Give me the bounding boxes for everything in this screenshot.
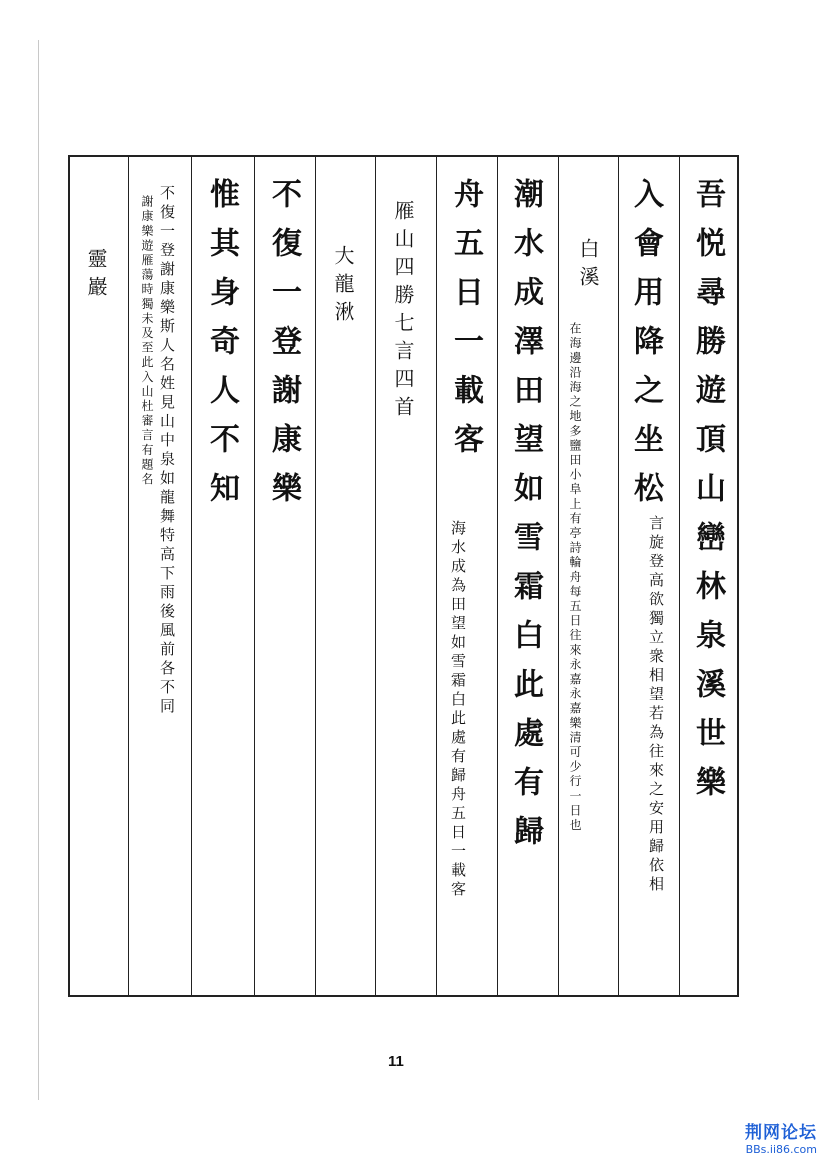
- column-rule: [315, 157, 316, 995]
- seal-script-line: 惟其身奇人不知: [204, 178, 239, 521]
- poem-title: 白溪: [576, 238, 600, 294]
- seal-script-line: 不復一登謝康樂: [266, 178, 301, 521]
- seal-script-line: 吾悦尋勝遊頂山巒林泉溪世樂: [690, 178, 725, 815]
- column-rule: [375, 157, 376, 995]
- column-rule: [191, 157, 192, 995]
- annotation: 不復一登謝康樂斯人名姓見山中泉如龍舞特高下雨後風前各不同: [158, 185, 176, 717]
- column-rule: [128, 157, 129, 995]
- binding-line: [38, 40, 39, 1100]
- site-watermark[interactable]: [745, 1118, 817, 1156]
- column-rule: [558, 157, 559, 995]
- poem-series-title: 雁山四勝七言四首: [391, 200, 415, 424]
- poem-title: 大龍湫: [331, 245, 355, 329]
- annotation: 海水成為田望如雪霜白此處有歸舟五日一載客: [449, 520, 467, 900]
- column-rule: [436, 157, 437, 995]
- column-rule: [679, 157, 680, 995]
- page-number: 11: [388, 1053, 404, 1070]
- column-rule: [254, 157, 255, 995]
- poem-title: 靈巖: [84, 248, 108, 304]
- annotation-sub: 謝康樂遊雁蕩時獨未及至此入山杜審言有題名: [140, 195, 154, 487]
- annotation: 在海邊沿海之地多鹽田小阜上有亭詩輪舟每五日往來永嘉永嘉樂清可少行一日也: [568, 322, 582, 833]
- seal-script-line: 潮水成澤田望如雪霜白此處有歸: [508, 178, 543, 864]
- column-rule: [497, 157, 498, 995]
- seal-script-line: 舟五日一載客: [448, 178, 483, 472]
- watermark-name: 荆网论坛: [745, 1123, 817, 1143]
- watermark-url: BBs.ii86.com: [745, 1143, 817, 1156]
- seal-script-line: 入會用降之坐松: [628, 178, 663, 521]
- column-rule: [618, 157, 619, 995]
- annotation: 言旋登高欲獨立衆相望若為往來之安用歸依相: [647, 515, 665, 895]
